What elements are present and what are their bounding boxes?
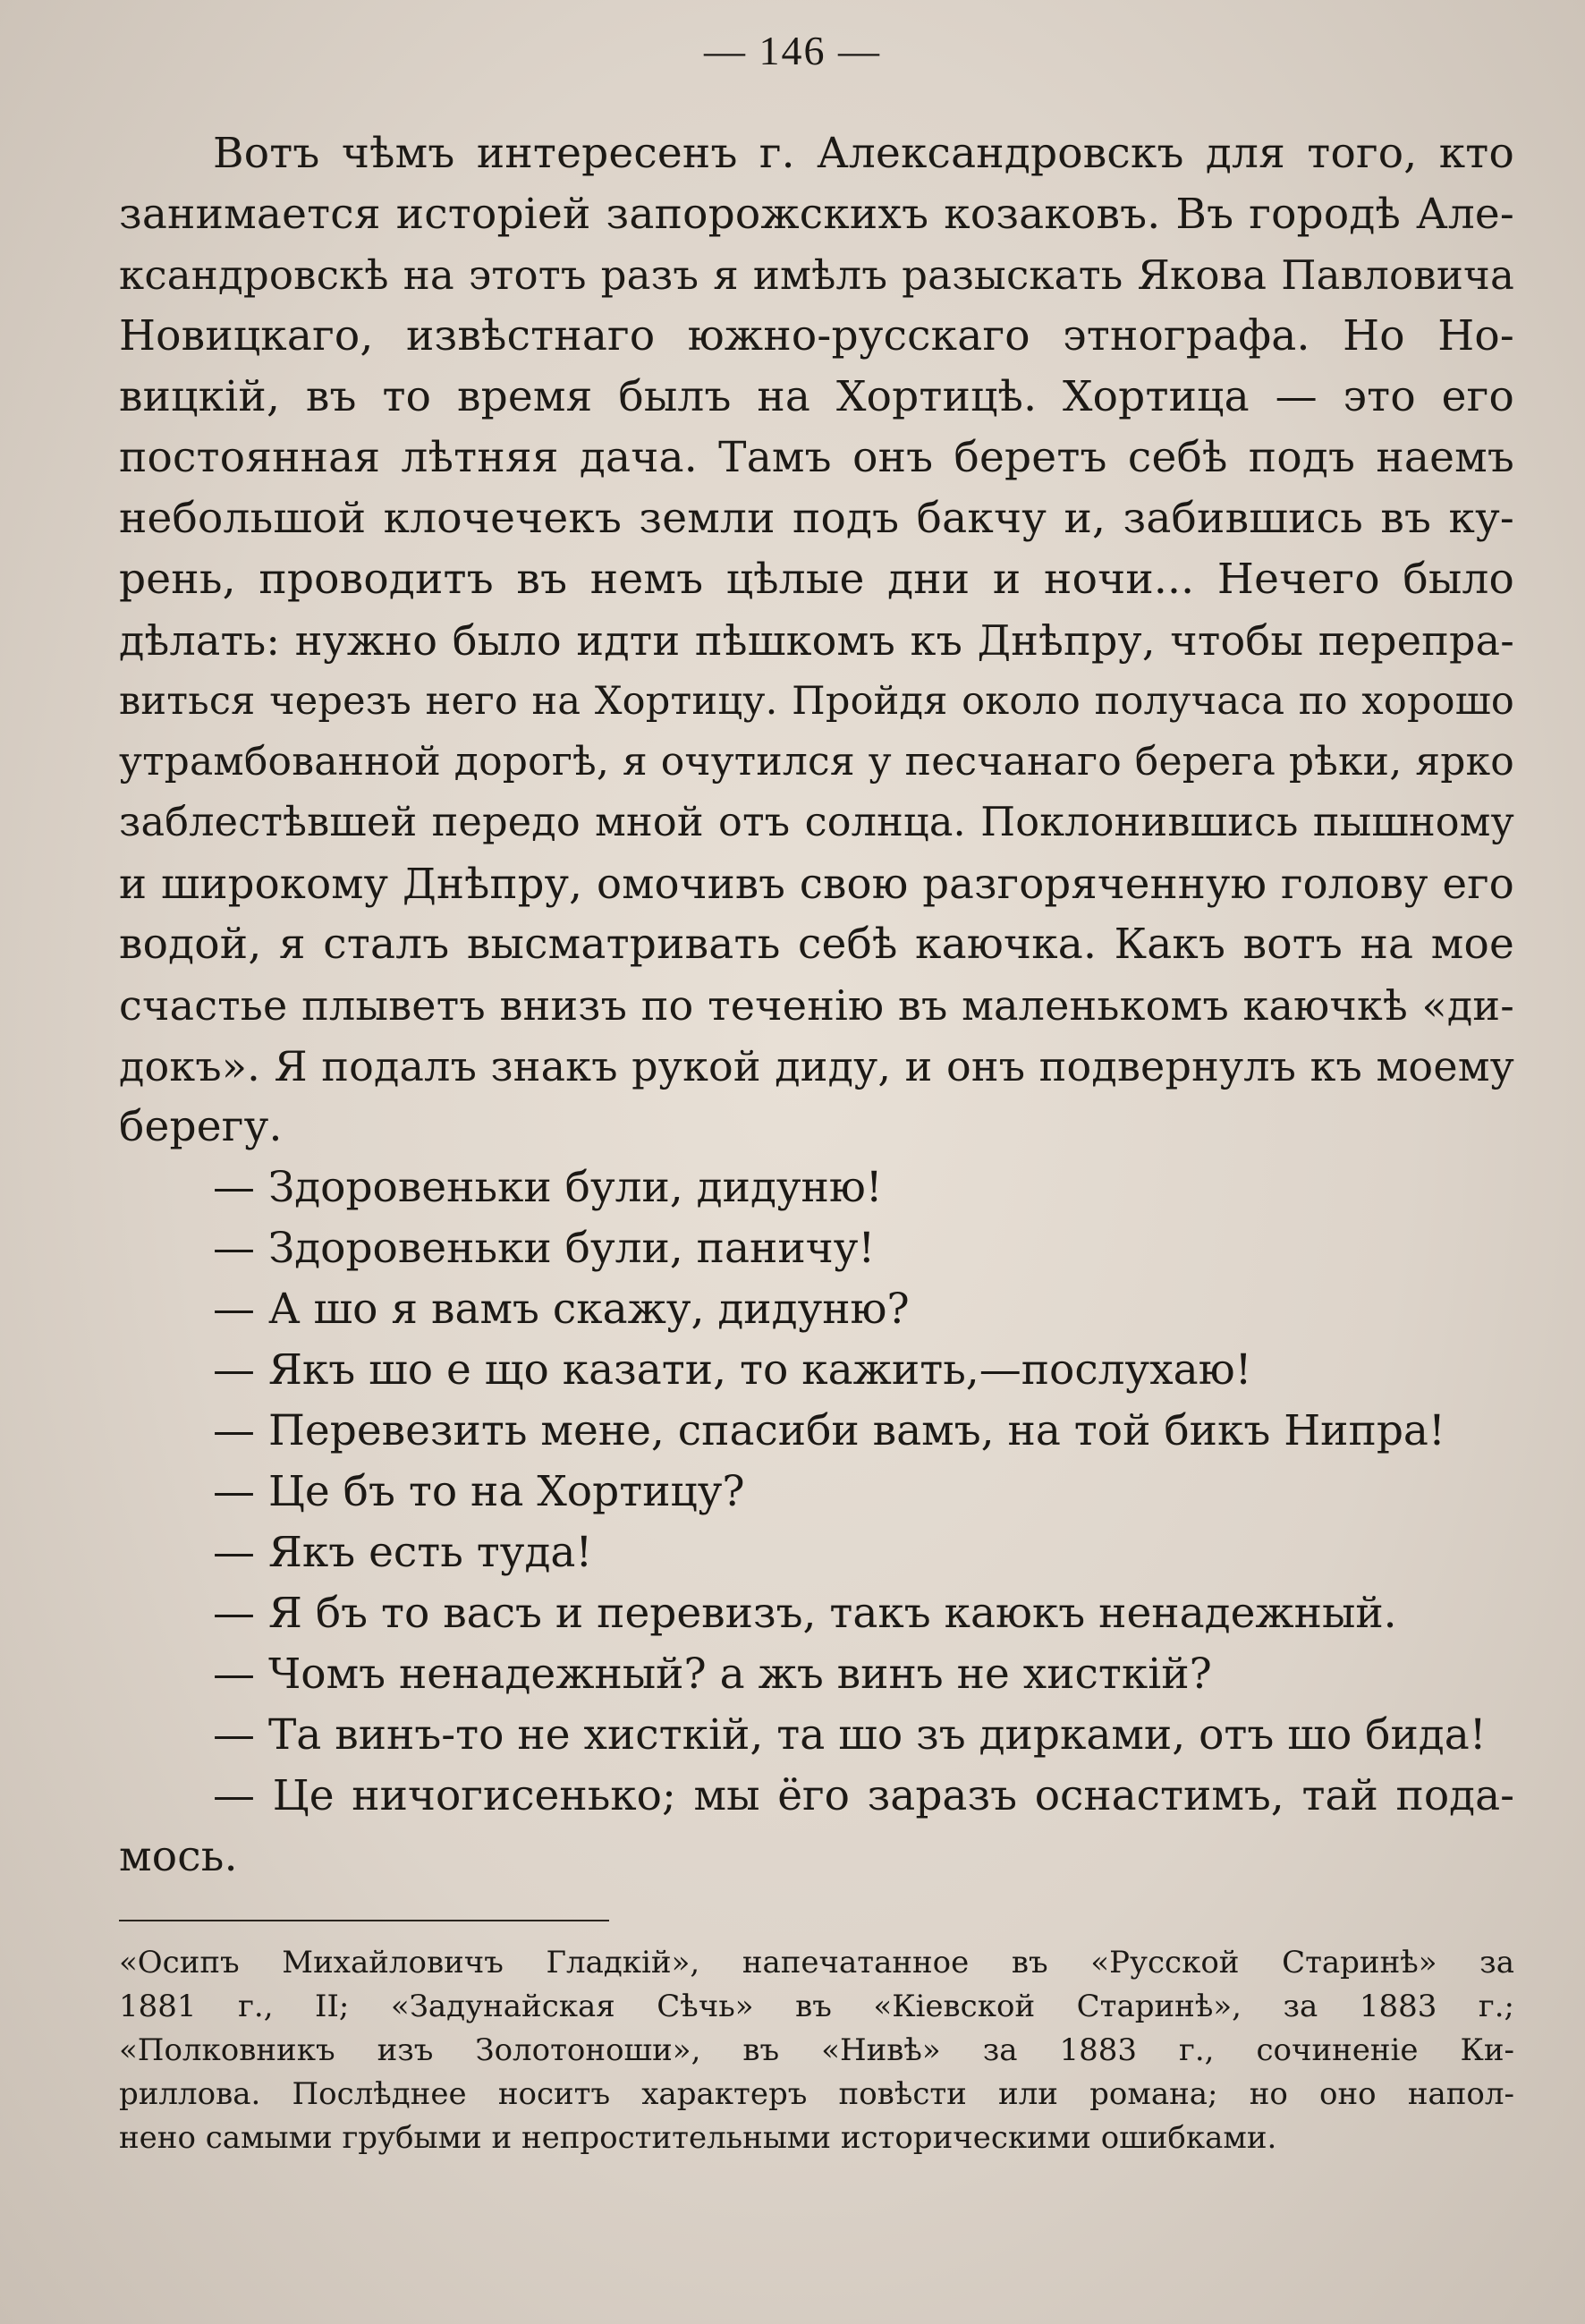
dialogue-line: — Чомъ ненадежный? а жъ винъ не хисткій? <box>213 1650 1212 1699</box>
footnote-line: риллова. Послѣднее носитъ характеръ повѣсти или романа; но оно напол- <box>119 2076 1514 2112</box>
text-line: рень, проводитъ въ немъ цѣлые дни и ночи... Нечего было <box>119 555 1514 604</box>
text-line: счастье плыветъ внизъ по теченію въ маленькомъ каючкѣ «ди- <box>119 981 1514 1030</box>
text-line: утрамбованной дорогѣ, я очутился у песчанаго берега рѣки, ярко <box>119 739 1514 785</box>
dialogue-line: — Це бъ то на Хортицу? <box>213 1467 745 1516</box>
text-line: Новицкаго, извѣстнаго южно-русскаго этнографа. Но Но- <box>119 311 1514 360</box>
dialogue-line: — Я бъ то васъ и перевизъ, такъ каюкъ ненадежный. <box>213 1589 1397 1638</box>
footnote-divider <box>119 1920 609 1921</box>
dialogue-line: — Перевезить мене, спасиби вамъ, на той бикъ Нипра! <box>213 1406 1445 1455</box>
dialogue-line: — Якъ шо е що казати, то кажить,—послухаю! <box>213 1345 1252 1395</box>
text-line: заблестѣвшей передо мной отъ солнца. Поклонившись пышному <box>119 800 1514 845</box>
dialogue-line: — Здоровеньки були, дидуню! <box>213 1163 883 1212</box>
text-line: небольшой клочечекъ земли подъ бакчу и, забившись въ ку- <box>119 494 1514 543</box>
dialogue-line: — А шо я вамъ скажу, дидуню? <box>213 1285 910 1334</box>
dialogue-line: — Здоровеньки були, паничу! <box>213 1224 876 1273</box>
text-line: и широкому Днѣпру, омочивъ свою разгоряченную голову его <box>119 860 1514 908</box>
text-line: докъ». Я подалъ знакъ рукой диду, и онъ подвернулъ къ моему <box>119 1042 1514 1090</box>
footnote-line: нено самыми грубыми и непростительными историческими ошибками. <box>119 2120 1277 2156</box>
dialogue-line-end: мось. <box>119 1832 238 1881</box>
text-line: вицкій, въ то время былъ на Хортицѣ. Хортица — это его <box>119 372 1514 421</box>
text-line: ксандровскѣ на этотъ разъ я имѣлъ разыскать Якова Павловича <box>119 251 1514 299</box>
main-text <box>119 123 1514 1887</box>
text-line: дѣлать: нужно было идти пѣшкомъ къ Днѣпру, чтобы перепра- <box>119 616 1514 665</box>
text-line: виться черезъ него на Хортицу. Пройдя около получаса по хорошо <box>119 679 1514 724</box>
footnote-line: «Полковникъ изъ Золотоноши», въ «Нивѣ» за 1883 г., сочиненіе Ки- <box>119 2032 1514 2068</box>
text-line: водой, я сталъ высматривать себѣ каючка. Какъ вотъ на мое <box>119 920 1514 969</box>
text-line: занимается исторіей запорожскихъ козаковъ. Въ городѣ Але- <box>119 190 1514 239</box>
text-line: берегу. <box>119 1102 283 1151</box>
footnote-line: 1881 г., II; «Задунайская Сѣчь» въ «Кіевской Старинѣ», за 1883 г.; <box>119 1989 1514 2024</box>
text-line: Вотъ чѣмъ интересенъ г. Александровскъ для того, кто <box>213 129 1514 178</box>
dialogue-line: — Якъ есть туда! <box>213 1528 593 1577</box>
footnote-line: «Осипъ Михайловичъ Гладкій», напечатанное въ «Русской Старинѣ» за <box>119 1945 1514 1980</box>
page-number: — 146 — <box>704 28 881 73</box>
text-line: постоянная лѣтняя дача. Тамъ онъ беретъ себѣ подъ наемъ <box>119 433 1514 482</box>
dialogue-line: — Це ничогисенько; мы ёго заразъ оснастимъ, тай пода- <box>213 1771 1514 1820</box>
footnote <box>119 1941 1514 2160</box>
dialogue-line: — Та винъ-то не хисткій, та шо зъ дирками, отъ шо бида! <box>213 1710 1487 1760</box>
